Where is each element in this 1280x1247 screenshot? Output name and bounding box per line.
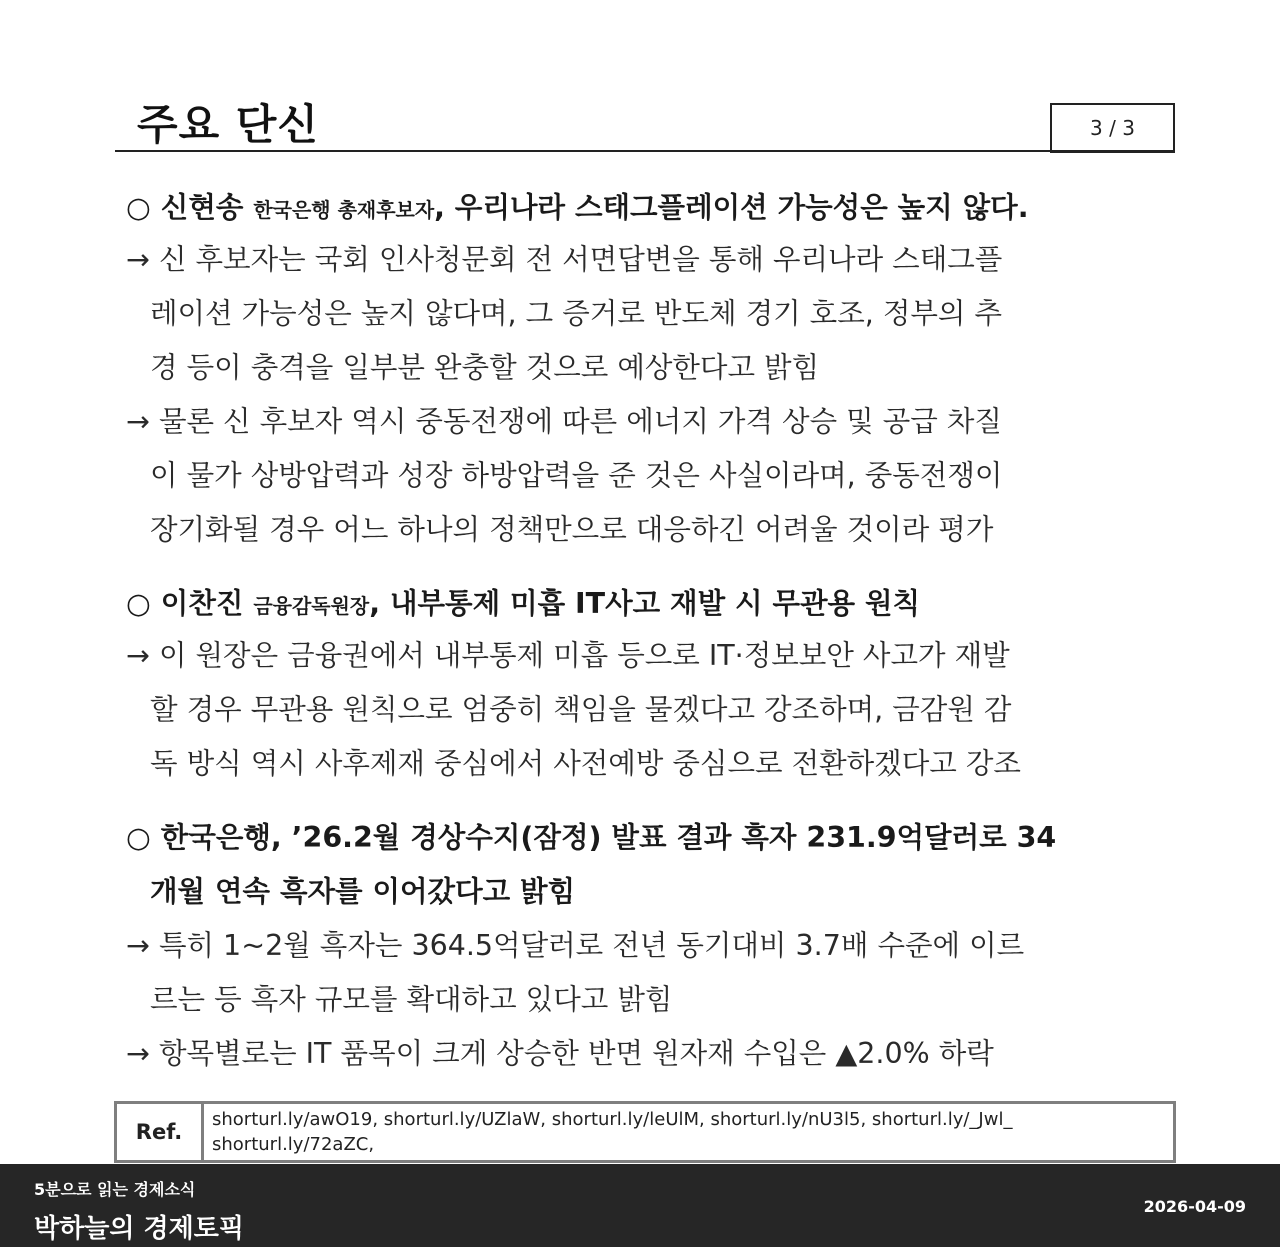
news-item-3-line: 르는 등 흑자 규모를 확대하고 있다고 밝힘 <box>150 983 673 1016</box>
reference-links-line: shorturl.ly/72aZC, <box>212 1134 375 1155</box>
page-indicator: 3 / 3 <box>1050 103 1175 153</box>
news-item-1-line: → 물론 신 후보자 역시 중동전쟁에 따른 에너지 가격 상승 및 공급 차질 <box>126 405 1002 438</box>
title-divider <box>115 150 1173 152</box>
news-item-1-line: → 신 후보자는 국회 인사청문회 전 서면답변을 통해 우리나라 스태그플 <box>126 243 1003 276</box>
footer-date: 2026-04-09 <box>1143 1197 1246 1216</box>
news-item-1-headline <box>126 188 1029 230</box>
reference-links <box>204 1104 1173 1160</box>
footer-bar <box>0 1164 1280 1247</box>
news-item-3-line: → 특히 1~2월 흑자는 364.5억달러로 전년 동기대비 3.7배 수준에 이르 <box>126 929 1025 962</box>
headline-text: , 우리나라 스태그플레이션 가능성은 높지 않다. <box>434 191 1029 224</box>
news-item-2-line: 할 경우 무관용 원칙으로 엄중히 책임을 물겠다고 강조하며, 금감원 감 <box>150 693 1012 726</box>
person-role: 한국은행 총재후보자 <box>253 198 435 222</box>
reference-links-line: shorturl.ly/awO19, shorturl.ly/UZlaW, shorturl.ly/leUlM, shorturl.ly/nU3l5, shorturl.ly/_Jwl_ <box>212 1109 1013 1130</box>
news-item-3-headline-cont: 개월 연속 흑자를 이어갔다고 밝힘 <box>150 875 576 908</box>
page-title: 주요 단신 <box>137 100 319 149</box>
person-name: 신현송 <box>160 191 244 224</box>
news-item-1-line: 이 물가 상방압력과 성장 하방압력을 준 것은 사실이라며, 중동전쟁이 <box>150 459 1003 492</box>
news-item-2-headline <box>126 584 920 626</box>
news-item-3-headline: ○ 한국은행, ’26.2월 경상수지(잠정) 발표 결과 흑자 231.9억달러로 34 <box>126 821 1057 854</box>
news-item-2-line: → 이 원장은 금융권에서 내부통제 미흡 등으로 IT·정보보안 사고가 재발 <box>126 639 1010 672</box>
person-name: 이찬진 <box>160 587 244 620</box>
news-item-1-line: 경 등이 충격을 일부분 완충할 것으로 예상한다고 밝힘 <box>150 351 820 384</box>
footer-title: 박하늘의 경제토픽 <box>34 1214 244 1244</box>
person-role: 금융감독원장 <box>253 594 370 618</box>
news-item-2-line: 독 방식 역시 사후제재 중심에서 사전예방 중심으로 전환하겠다고 강조 <box>150 747 1021 780</box>
bullet-circle: ○ <box>126 587 161 620</box>
reference-box <box>114 1101 1176 1163</box>
reference-label: Ref. <box>117 1104 204 1160</box>
news-item-1-line: 레이션 가능성은 높지 않다며, 그 증거로 반도체 경기 호조, 정부의 추 <box>150 297 1003 330</box>
news-item-1-line: 장기화될 경우 어느 하나의 정책만으로 대응하긴 어려울 것이라 평가 <box>150 513 994 546</box>
bullet-circle: ○ <box>126 191 161 224</box>
footer-subtitle: 5분으로 읽는 경제소식 <box>34 1180 196 1199</box>
headline-text: , 내부통제 미흡 IT사고 재발 시 무관용 원칙 <box>369 587 921 620</box>
news-item-3-line: → 항목별로는 IT 품목이 크게 상승한 반면 원자재 수입은 ▲2.0% 하락 <box>126 1037 994 1070</box>
